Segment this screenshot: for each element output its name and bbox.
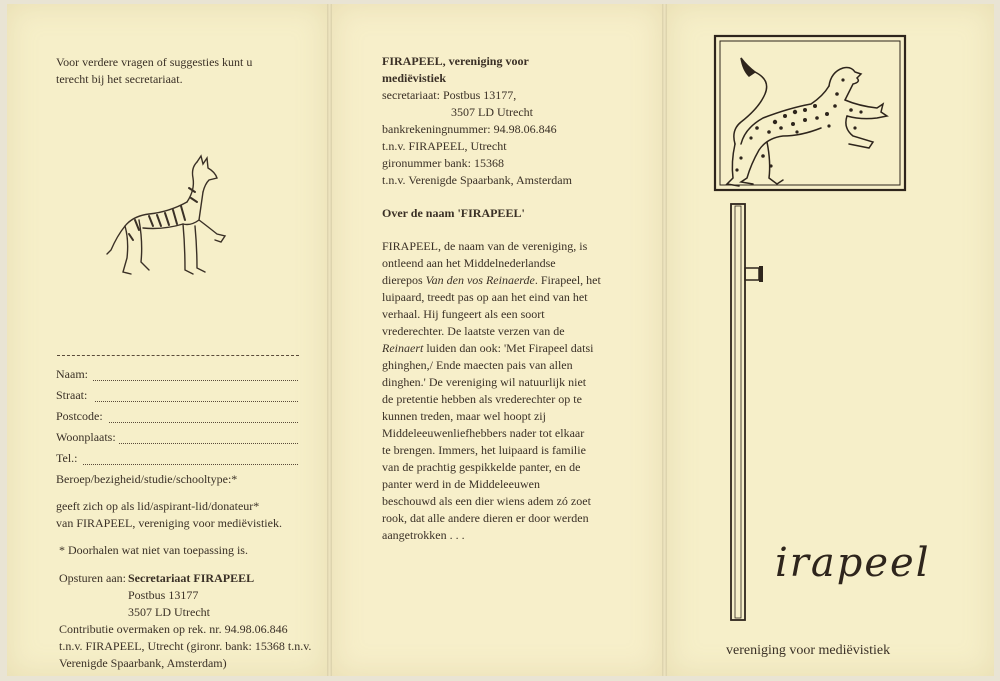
about-line-14: van de prachtig gespikkelde panter, en de <box>382 460 581 474</box>
city-field[interactable] <box>119 442 298 444</box>
middle-panel <box>332 4 662 676</box>
left-panel <box>7 4 327 676</box>
about-line-15: panter werd in de Middeleeuwen <box>382 477 540 491</box>
send-label: Opsturen aan: <box>59 571 126 585</box>
org-name-line-2: mediëvistiek <box>382 71 446 85</box>
logo-wordmark: irapeel <box>775 540 931 586</box>
street-label: Straat: <box>56 388 88 402</box>
about-line-7-title: Reinaert <box>382 341 424 355</box>
bank-line-3: gironummer bank: 15368 <box>382 156 504 170</box>
about-line-8: ghinghen,/ Ende maecten pais van allen <box>382 358 573 372</box>
send-name: Secretariaat FIRAPEEL <box>128 571 255 585</box>
about-line-17: rook, dat alle andere dieren er door werden <box>382 511 589 525</box>
membership-line-1: geeft zich op als lid/aspirant-lid/donateur* <box>56 499 260 513</box>
about-line-10: de pretentie hebben als vrederechter op te <box>382 392 582 406</box>
about-line-3-pre: dierepos <box>382 273 426 287</box>
wolf-drawing-icon <box>99 154 229 279</box>
cut-line <box>57 355 299 356</box>
footnote: * Doorhalen wat niet van toepassing is. <box>59 543 248 557</box>
about-line-3-post: . Firapeel, het <box>534 273 601 287</box>
send-postbox: Postbus 13177 <box>128 588 199 602</box>
name-label: Naam: <box>56 367 88 381</box>
about-line-9: dinghen.' De vereniging wil natuurlijk niet <box>382 375 587 389</box>
contrib-line-2: t.n.v. FIRAPEEL, Utrecht (gironr. bank: 15368 t.n.v. <box>59 639 312 653</box>
contrib-line-3: Verenigde Spaarbank, Amsterdam) <box>59 656 227 670</box>
about-line-11: kunnen treden, maar wel hoopt zij <box>382 409 546 423</box>
profession-label: Beroep/bezigheid/studie/schooltype:* <box>56 472 238 486</box>
about-line-7-post: luiden dan ook: 'Met Firapeel datsi <box>423 341 594 355</box>
about-line-7 <box>382 340 601 357</box>
about-line-5: verhaal. Hij fungeert als een soort <box>382 307 545 321</box>
street-field[interactable] <box>95 400 298 402</box>
intro-line-1: Voor verdere vragen of suggesties kunt u <box>56 55 253 69</box>
subtitle: vereniging voor mediëvistiek <box>726 643 891 658</box>
postcode-field[interactable] <box>109 421 298 423</box>
about-line-12: Middeleeuwenliefhebbers nader tot elkaar <box>382 426 585 440</box>
phone-label: Tel.: <box>56 451 78 465</box>
about-text <box>382 238 601 544</box>
city-label: Woonplaats: <box>56 430 116 444</box>
about-line-13: te brengen. Immers, het luipaard is familie <box>382 443 586 457</box>
membership-line-2: van FIRAPEEL, vereniging voor mediëvistiek. <box>56 516 282 530</box>
address-line-1: secretariaat: Postbus 13177, <box>382 88 517 102</box>
about-line-1: FIRAPEEL, de naam van de vereniging, is <box>382 239 588 253</box>
intro-line-2: terecht bij het secretariaat. <box>56 72 183 86</box>
about-line-18: aangetrokken . . . <box>382 528 465 542</box>
about-line-3-title: Van den vos Reinaerde <box>425 273 535 287</box>
send-city: 3507 LD Utrecht <box>128 605 210 619</box>
section-heading: Over de naam 'FIRAPEEL' <box>382 206 525 220</box>
contrib-line-1: Contributie overmaken op rek. nr. 94.98.06.846 <box>59 622 288 636</box>
name-field[interactable] <box>93 379 298 381</box>
about-line-6: vrederechter. De laatste verzen van de <box>382 324 565 338</box>
about-line-16: beschouwd als een dier wiens adem zó zoet <box>382 494 591 508</box>
right-panel <box>667 4 994 676</box>
bank-line-1: bankrekeningnummer: 94.98.06.846 <box>382 122 557 136</box>
phone-field[interactable] <box>83 463 298 465</box>
address-line-2: 3507 LD Utrecht <box>451 105 533 119</box>
org-name-line-1: FIRAPEEL, vereniging voor <box>382 54 529 68</box>
about-line-3 <box>382 272 601 289</box>
about-line-2: ontleend aan het Middelnederlandse <box>382 256 556 270</box>
about-line-4: luipaard, treedt pas op aan het eind van het <box>382 290 588 304</box>
bank-line-4: t.n.v. Verenigde Spaarbank, Amsterdam <box>382 173 572 187</box>
postcode-label: Postcode: <box>56 409 103 423</box>
bank-line-2: t.n.v. FIRAPEEL, Utrecht <box>382 139 507 153</box>
